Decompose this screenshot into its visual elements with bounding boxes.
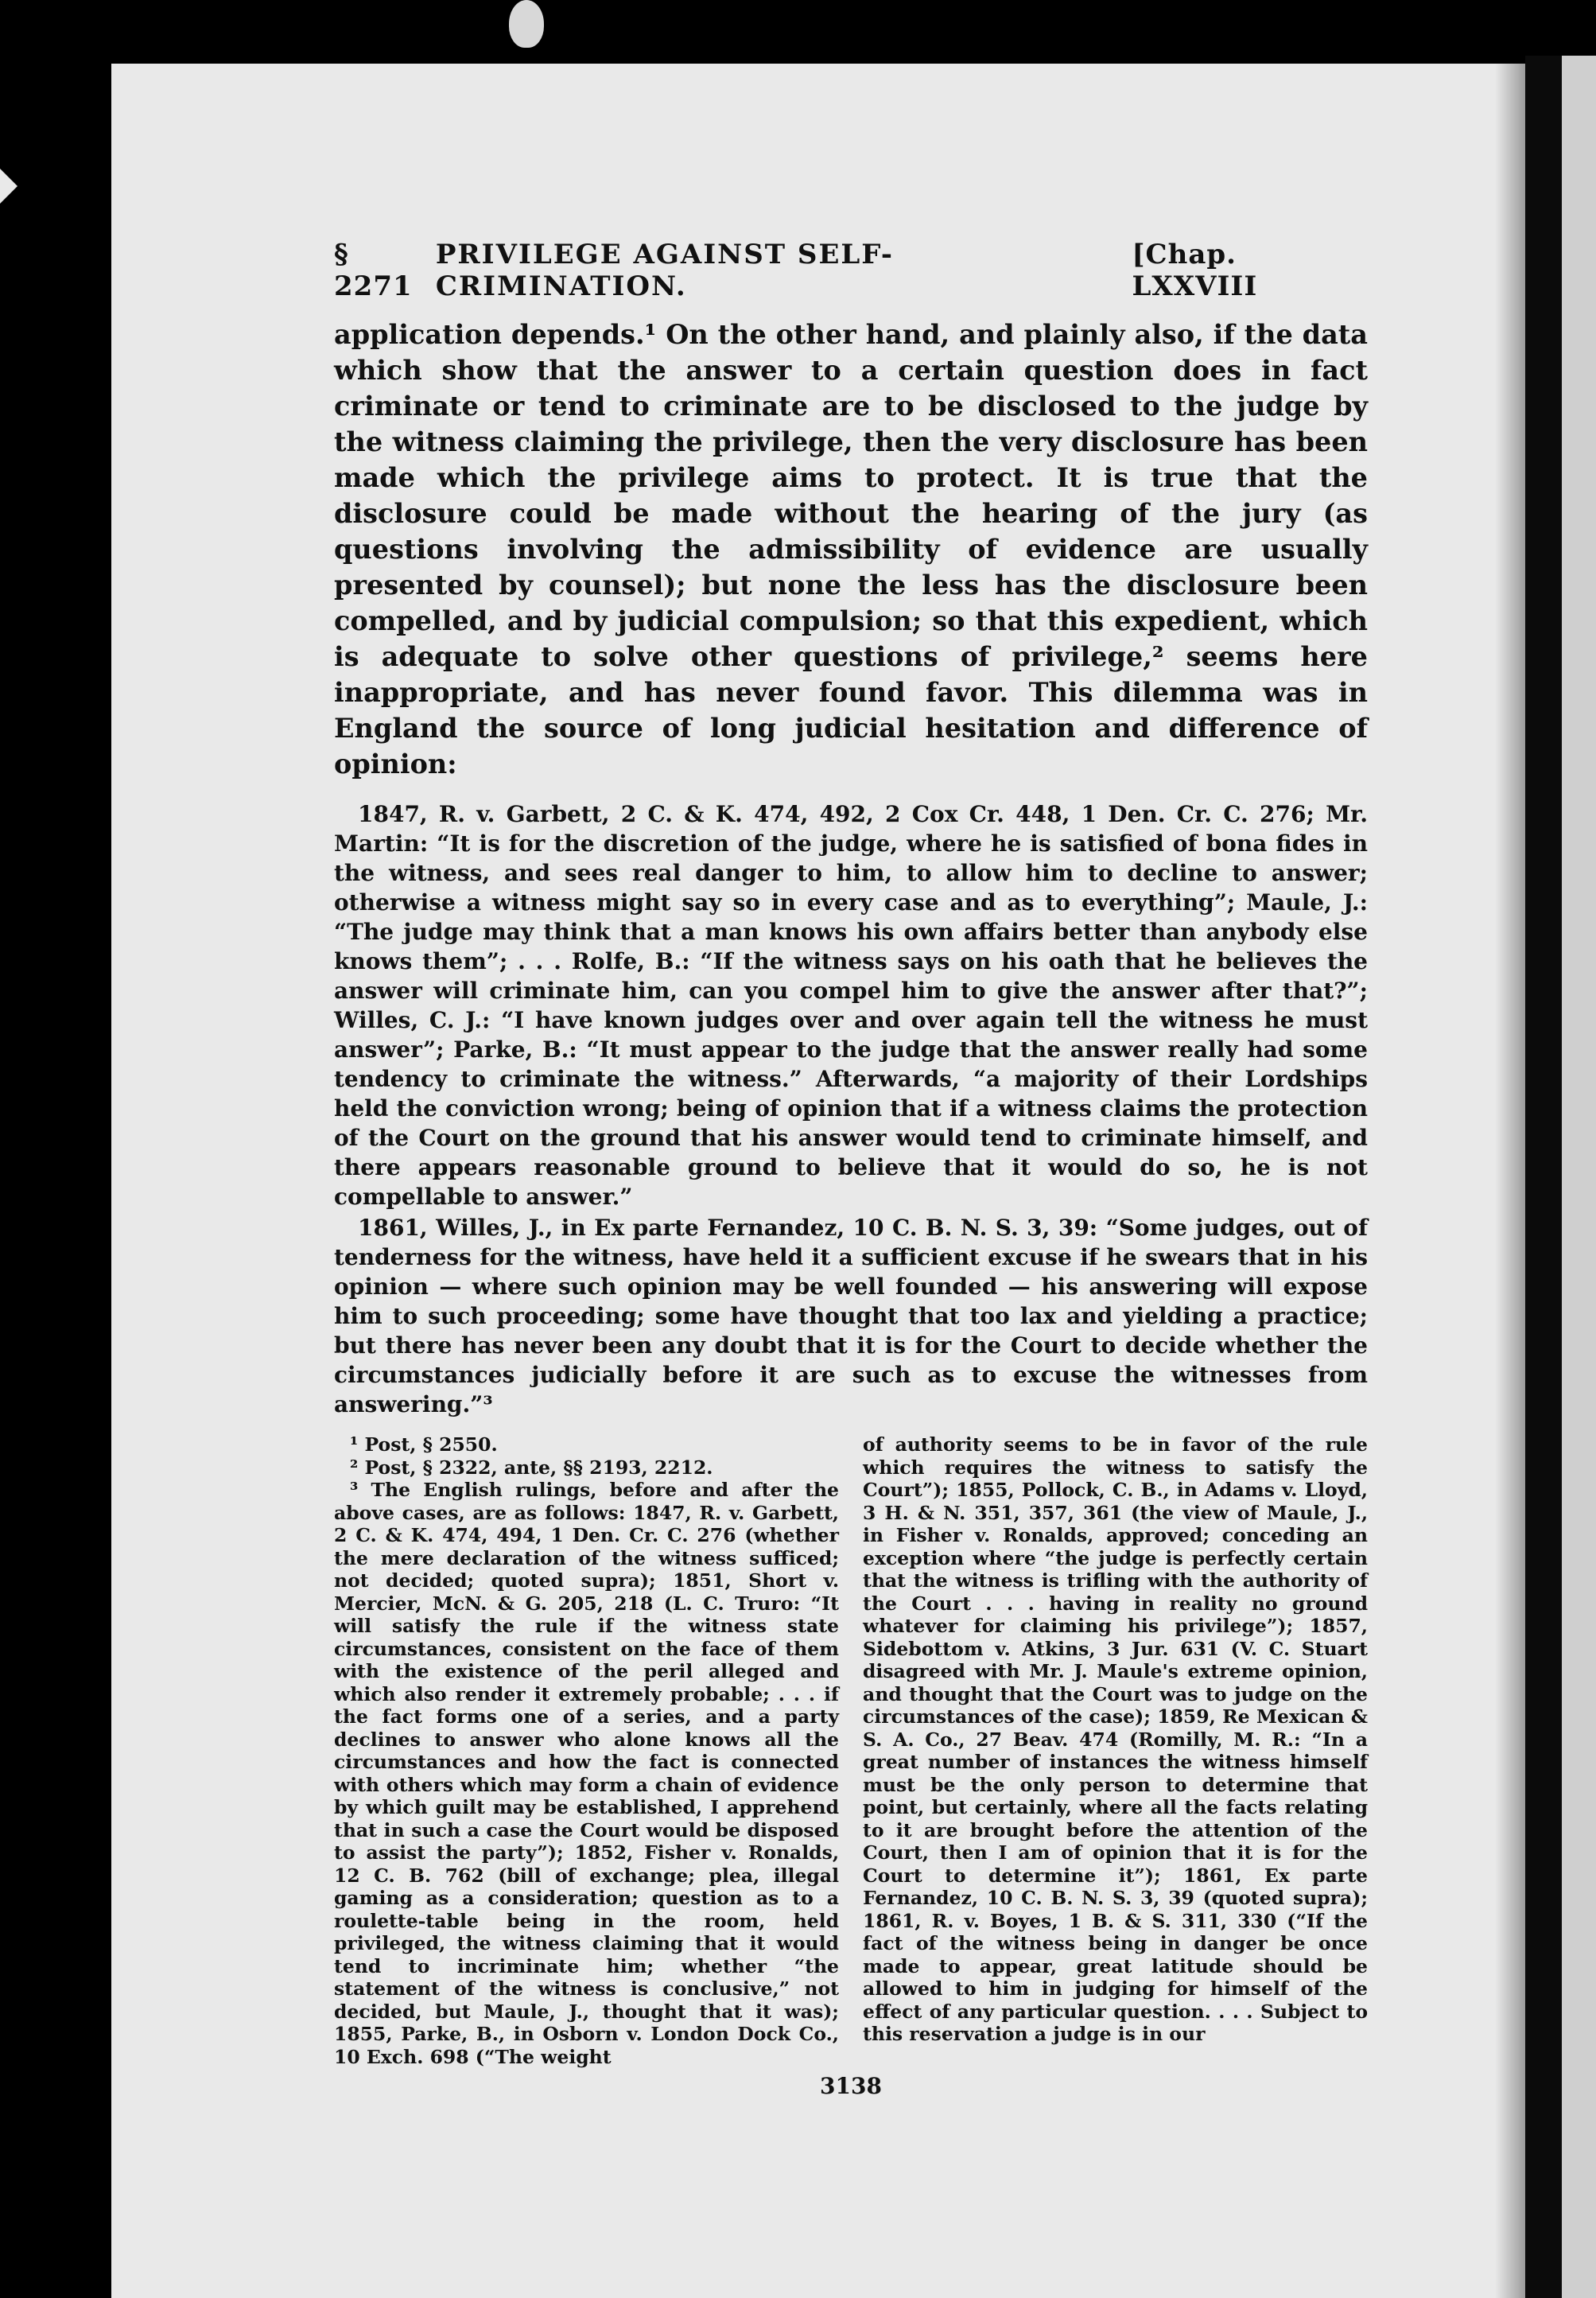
chapter-label: [Chap. LXXVIII	[1132, 239, 1258, 302]
chapter-title: PRIVILEGE AGAINST SELF-CRIMINATION.	[435, 239, 895, 302]
page-number: 3138	[820, 2073, 882, 2099]
scan-marker	[0, 169, 17, 204]
main-text	[334, 317, 1368, 782]
quotation-garbett: 1847, R. v. Garbett, 2 C. & K. 474, 492, 2 Cox Cr. 448, 1 Den. Cr. C. 276; Mr. Martin: “It is for the discretion of the judge, where he is satisfied of bona fides in the witness, and sees real danger to him, to allow him to decline to answer; otherwise a witness might say so in every case and as to everything”; Maule, J.: “The judge may think that a man knows his own affairs better than anybody else knows them”; . . . Rolfe, B.: “If the witness says on his oath that he believes the answer will criminate him, can you compel him to give the answer after that?”; Willes, C. J.: “I have known judges over and over again tell the witness he must answer”; Parke, B.: “It must appear to the judge that the answer really had some tendency to criminate the witness.” Afterwards, “a majority of their Lordships held the conviction wrong; being of opinion that if a witness claims the protection of the Court on the ground that his answer would tend to criminate himself, and there appears reasonable ground to believe that it would do so, he is not compellable to answer.”	[334, 801, 1368, 1210]
section-number: § 2271	[334, 239, 413, 302]
book-gutter	[1525, 56, 1562, 2298]
footnote-3: ³ The English rulings, before and after the above cases, are as follows: 1847, R. v. Garbett, 2 C. & K. 474, 494, 1 Den. Cr. C. 276 (whether the mere declaration of the witness sufficed; not decided; quoted supra); 1851, Short v. Mercier, McN. & G. 205, 218 (L. C. Truro: “It will satisfy the rule if the witness state circumstances, consistent on the face of them with the existence of the peril alleged and which also render it extremely probable; . . . if the fact forms one of a series, and a party declines to answer who alone knows all the circumstances and how the fact is connected with others which may form a chain of evidence by which guilt may be established, I apprehend that in such a case the Court would be disposed to assist the party”); 1852, Fisher v. Ronalds, 12 C. B. 762 (bill of exchange; plea, illegal gaming as a consideration; question as to a roulette-table being in the room, held privileged, the witness claiming that it would tend to incriminate him; whether “the statement of the witness is conclusive,” not decided, but Maule, J., thought that it was); 1855, Parke, B., in Osborn v. London Dock Co., 10 Exch. 698 (“The weight	[334, 1479, 839, 2068]
running-head	[334, 239, 1368, 302]
body-paragraph: application depends.¹ On the other hand, and plainly also, if the data which show that the answer to a certain question does in fact criminate or tend to criminate are to be disclosed to the judge by the witness claiming the privilege, then the very disclosure has been made which the privilege aims to protect. It is true that the disclosure could be made without the hearing of the jury (as questions involving the admissibility of evidence are usually presented by counsel); but none the less has the disclosure been compelled, and by judicial compulsion; so that this expedient, which is adequate to solve other questions of privilege,² seems here inappropriate, and has never found favor. This dilemma was in England the source of long judicial hesitation and difference of opinion:	[334, 319, 1368, 780]
quotation-fernandez: 1861, Willes, J., in Ex parte Fernandez, 10 C. B. N. S. 3, 39: “Some judges, out of tenderness for the witness, have held it a sufficient excuse if he swears that in his opinion — where such opinion may be well founded — his answering will expose him to such proceeding; some have thought that too lax and yielding a practice; but there has never been any doubt that it is for the Court to decide whether the circumstances judicially before it are such as to excuse the witnesses from answering.”³	[334, 1215, 1368, 1417]
footnotes	[334, 1433, 1368, 2068]
footnotes-left-column	[334, 1433, 839, 2068]
footnote-1: ¹ Post, § 2550.	[350, 1433, 498, 1456]
scan-blot	[509, 0, 544, 48]
spine-shadow	[1495, 64, 1527, 2298]
footnote-3-continued: of authority seems to be in favor of the rule which requires the witness to satisfy the Court”); 1855, Pollock, C. B., in Adams v. Lloyd, 3 H. & N. 351, 357, 361 (the view of Maule, J., in Fisher v. Ronalds, approved; conceding an exception where “the judge is perfectly certain that the witness is trifling with the authority of the Court . . . having in reality no ground whatever for claiming his privilege”); 1857, Sidebottom v. Atkins, 3 Jur. 631 (V. C. Stuart disagreed with Mr. J. Maule's extreme opinion, and thought that the Court was to judge on the circumstances of the case); 1859, Re Mexican & S. A. Co., 27 Beav. 474 (Romilly, M. R.: “In a great number of instances the witness himself must be the only person to determine that point, but certainly, where all the facts relating to it are brought before the attention of the Court, then I am of opinion that it is for the Court to determine it”); 1861, Ex parte Fernandez, 10 C. B. N. S. 3, 39 (quoted supra); 1861, R. v. Boyes, 1 B. & S. 311, 330 (“If the fact of the witness being in danger be once made to appear, great latitude should be allowed to him in judging for himself of the effect of any particular question. . . . Subject to this reservation a judge is in our	[863, 1433, 1368, 2045]
case-quotations	[334, 799, 1368, 1419]
footnote-2: ² Post, § 2322, ante, §§ 2193, 2212.	[350, 1456, 713, 1479]
page-content	[334, 239, 1368, 2099]
next-page-edge	[1562, 56, 1596, 2298]
footnotes-right-column	[863, 1433, 1368, 2068]
